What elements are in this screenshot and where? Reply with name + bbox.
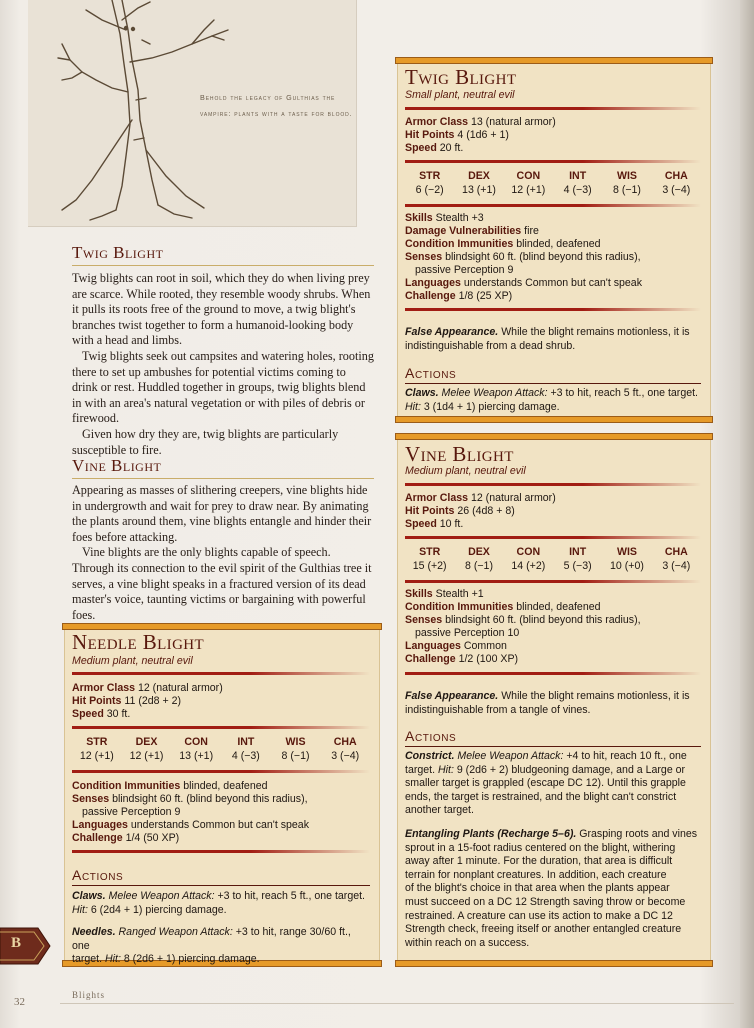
stat-label: Condition Immunities xyxy=(405,238,514,250)
actions-rule xyxy=(405,383,701,384)
stat-label: Languages xyxy=(405,640,461,652)
tapered-rule xyxy=(72,672,370,675)
stat-value: blindsight 60 ft. (blind beyond this radius), xyxy=(445,614,641,626)
skills xyxy=(405,588,484,601)
action-text: ends, the target is restrained, and the blight can't constrict xyxy=(405,790,677,803)
action-name: Entangling Plants (Recharge 5–6). xyxy=(405,828,577,840)
stat-value: 30 ft. xyxy=(106,708,131,720)
action-text: sprout in a 15-foot radius centered on the blight, withering xyxy=(405,841,676,854)
stat-block-top-bar xyxy=(395,433,713,440)
stat-value: 20 ft. xyxy=(439,142,464,154)
tapered-rule xyxy=(72,726,370,729)
trait-text: indistinguishable from a dead shrub. xyxy=(405,339,576,352)
stat-label: Challenge xyxy=(72,832,123,844)
armor-class xyxy=(405,116,556,129)
stat-block-bottom-bar xyxy=(395,960,713,967)
hit-points xyxy=(405,129,509,142)
stat-value: 26 (4d8 + 8) xyxy=(457,505,515,517)
ability-score: 13 (+1) xyxy=(462,184,496,196)
condition-immunities xyxy=(405,238,601,251)
action-text: +3 to hit, reach 5 ft., one target. xyxy=(550,387,698,399)
ability-score: 3 (−4) xyxy=(331,750,360,762)
ability-header: CHA xyxy=(664,546,688,558)
ability-score: 5 (−3) xyxy=(563,560,592,572)
section-title-twig-blight: Twig Blight xyxy=(72,243,164,262)
stat-value: fire xyxy=(524,225,539,237)
stat-value: blindsight 60 ft. (blind beyond this radius), xyxy=(445,251,641,263)
action-name: Claws. xyxy=(72,890,106,902)
page-number: 32 xyxy=(14,996,25,1008)
creature-name: Vine Blight xyxy=(405,442,514,466)
lore-paragraph: Given how dry they are, twig blights are particularly susceptible to fire. xyxy=(72,426,339,457)
stat-label: Languages xyxy=(72,819,128,831)
stat-label: Skills xyxy=(405,588,433,600)
ability-score: 15 (+2) xyxy=(412,560,447,572)
stat-label: Damage Vulnerabilities xyxy=(405,225,522,237)
ability-headers xyxy=(72,736,370,748)
section-rule xyxy=(72,265,374,266)
ability-score: 3 (−4) xyxy=(662,184,691,196)
senses-continued: passive Perception 9 xyxy=(82,806,181,818)
trait-text: While the blight remains motionless, it is xyxy=(501,326,690,338)
ability-header: DEX xyxy=(135,736,158,748)
ability-header: WIS xyxy=(616,170,637,182)
actions-rule xyxy=(405,746,701,747)
stat-value: blinded, deafened xyxy=(183,780,268,792)
stat-label: Challenge xyxy=(405,653,456,665)
action-constrict xyxy=(405,750,699,818)
action-text: of the blight's choice in that area when the plants appear xyxy=(405,882,670,895)
needle-blight-stat-block xyxy=(64,626,380,964)
creature-type: Medium plant, neutral evil xyxy=(405,465,526,477)
ability-score: 14 (+2) xyxy=(511,560,546,572)
creature-type: Small plant, neutral evil xyxy=(405,89,515,101)
attack-type: Melee Weapon Attack: xyxy=(108,890,215,902)
lore-paragraph: Appearing as masses of slithering creepers, vine blights hide in undergrowth and wait for prey to draw near. By animating the plants around them, vine blights entangle and hinder their foes before attacking. xyxy=(72,483,372,544)
stat-value: 13 (natural armor) xyxy=(470,116,556,128)
languages xyxy=(72,819,309,832)
action-needles xyxy=(72,926,368,967)
hit-label: Hit: xyxy=(105,953,121,966)
lore-paragraph: Twig blights seek out campsites and watering holes, rooting there to set up ambushes for potential victims coming to drink or rest. Huddled together in groups, twig blights blend in with an area's natural vegetation or with piles of debris or firewood. xyxy=(72,348,374,426)
footer-chapter-title: Blights xyxy=(72,990,106,1000)
stat-value: Stealth +3 xyxy=(435,212,484,224)
ability-score: 10 (+0) xyxy=(610,560,644,572)
tapered-rule xyxy=(405,536,701,539)
hit-points xyxy=(405,505,515,518)
stat-label: Senses xyxy=(405,614,443,626)
ability-header: WIS xyxy=(616,546,637,558)
trait-name: False Appearance. xyxy=(405,690,499,702)
senses xyxy=(72,793,308,806)
ability-header: CON xyxy=(516,546,541,558)
action-name: Claws. xyxy=(405,387,439,399)
section-title-vine-blight: Vine Blight xyxy=(72,456,162,475)
condition-immunities xyxy=(405,601,601,614)
lore-paragraph: Vine blights are the only blights capable of speech. Through its connection to the evil spirit of the Gulthias tree it serves, a vine blight speaks in a fractured version of its dead master's voice, taunting victims or bargaining with powerful foes. xyxy=(72,545,372,622)
stat-label: Armor Class xyxy=(405,116,468,128)
ability-score: 12 (+1) xyxy=(129,750,164,762)
senses-continued: passive Perception 10 xyxy=(415,627,520,639)
actions-rule xyxy=(72,885,370,886)
speed xyxy=(405,142,463,155)
tapered-rule xyxy=(72,770,370,773)
stat-value: 1/2 (100 XP) xyxy=(458,653,519,665)
action-claws xyxy=(405,387,699,414)
ability-scores xyxy=(405,560,701,572)
trait-text: While the blight remains motionless, it is xyxy=(501,690,690,702)
senses-continued: passive Perception 9 xyxy=(415,264,514,276)
ability-header: WIS xyxy=(285,736,306,748)
stat-block-bottom-bar xyxy=(395,416,713,423)
stat-value: understands Common but can't speak xyxy=(463,277,642,289)
ability-header: INT xyxy=(569,546,587,558)
ability-headers xyxy=(405,546,701,558)
action-text: Strength check, freeing itself or another entangled creature xyxy=(405,923,682,936)
action-entangling-plants xyxy=(405,828,699,950)
tapered-rule xyxy=(405,204,701,207)
actions-heading: Actions xyxy=(72,867,124,883)
stat-value: 1/8 (25 XP) xyxy=(458,290,513,302)
action-text: away after 1 minute. For the duration, that area is difficult xyxy=(405,855,673,868)
armor-class xyxy=(405,492,556,505)
action-text: smaller target is grappled (escape DC 12). Until this grapple xyxy=(405,777,686,790)
stat-label: Condition Immunities xyxy=(405,601,514,613)
stat-value: blinded, deafened xyxy=(516,238,601,250)
ability-score: 3 (−4) xyxy=(662,560,691,572)
stat-label: Hit Points xyxy=(405,129,455,141)
stat-label: Armor Class xyxy=(72,682,135,694)
stat-value: 1/4 (50 XP) xyxy=(125,832,180,844)
action-damage: 6 (2d4 + 1) piercing damage. xyxy=(90,903,227,916)
chapter-tab-letter: B xyxy=(11,935,22,951)
stat-value: 12 (natural armor) xyxy=(470,492,556,504)
twig-blight-illustration xyxy=(28,0,357,227)
stat-value: 10 ft. xyxy=(439,518,464,530)
action-text: +4 to hit, reach 10 ft., one xyxy=(566,750,687,762)
stat-label: Armor Class xyxy=(405,492,468,504)
trait-false-appearance xyxy=(405,326,699,353)
ability-header: CHA xyxy=(333,736,357,748)
stat-label: Senses xyxy=(72,793,110,805)
stat-block-top-bar xyxy=(62,623,382,630)
action-text: target. xyxy=(72,953,103,966)
skills xyxy=(405,212,484,225)
challenge xyxy=(405,653,518,666)
ability-score: 4 (−3) xyxy=(231,750,260,762)
action-name: Needles. xyxy=(72,926,116,938)
trait-name: False Appearance. xyxy=(405,326,499,338)
ability-header: INT xyxy=(237,736,255,748)
footer-rule xyxy=(60,1003,734,1004)
ability-header: STR xyxy=(419,170,441,182)
action-text: terrain for nonplant creatures. In addition, each creature xyxy=(405,868,667,881)
stat-label: Skills xyxy=(405,212,433,224)
ability-scores xyxy=(72,750,370,762)
attack-type: Melee Weapon Attack: xyxy=(441,387,548,399)
attack-type: Ranged Weapon Attack: xyxy=(118,926,233,938)
ability-score: 8 (−1) xyxy=(281,750,310,762)
action-text: must succeed on a DC 12 Strength saving throw or become xyxy=(405,895,686,908)
creature-name: Twig Blight xyxy=(405,65,517,89)
stat-label: Challenge xyxy=(405,290,456,302)
tapered-rule xyxy=(405,672,701,675)
action-text: +3 to hit, reach 5 ft., one target. xyxy=(217,890,365,902)
action-claws xyxy=(72,890,368,917)
trait-text: indistinguishable from a tangle of vines. xyxy=(405,703,591,716)
condition-immunities xyxy=(72,780,268,793)
languages xyxy=(405,277,642,290)
tapered-rule xyxy=(405,483,701,486)
ability-headers xyxy=(405,170,701,182)
ability-header: CHA xyxy=(664,170,688,182)
ability-header: DEX xyxy=(468,546,490,558)
stat-value: blindsight 60 ft. (blind beyond this radius), xyxy=(112,793,308,805)
speed xyxy=(405,518,463,531)
twig-blight-stat-block xyxy=(397,60,711,420)
actions-heading: Actions xyxy=(405,365,457,381)
tapered-rule xyxy=(405,160,701,163)
action-text: within reach on a success. xyxy=(405,936,530,949)
creature-name: Needle Blight xyxy=(72,630,205,654)
ability-score: 4 (−3) xyxy=(563,184,592,196)
senses xyxy=(405,614,641,627)
stat-label: Speed xyxy=(72,708,104,720)
stat-value: understands Common but can't speak xyxy=(130,819,309,831)
languages xyxy=(405,640,507,653)
ability-score: 8 (−1) xyxy=(612,184,641,196)
actions-heading: Actions xyxy=(405,728,457,744)
tapered-rule xyxy=(405,107,701,110)
ability-header: INT xyxy=(569,170,587,182)
action-text: another target. xyxy=(405,804,474,817)
action-text: +3 to hit, range 30/60 ft., one xyxy=(72,926,351,952)
ability-score: 6 (−2) xyxy=(415,184,444,196)
action-damage: 3 (1d4 + 1) piercing damage. xyxy=(423,400,560,413)
stat-value: 11 (2d8 + 2) xyxy=(124,695,182,707)
stat-value: blinded, deafened xyxy=(516,601,601,613)
action-text: Grasping roots and vines xyxy=(579,828,698,840)
ability-header: CON xyxy=(184,736,208,748)
action-text: restrained. A creature can use its action to make a DC 12 xyxy=(405,909,673,922)
lore-paragraph: Twig blights can root in soil, which they do when living prey are scarce. While rooted, they resemble woody shrubs. When it pulls its roots free of the ground to move, a twig blight's branches twist together to form a humanoid-looking body with a head and limbs. xyxy=(72,271,371,348)
ability-header: CON xyxy=(516,170,541,182)
stat-label: Speed xyxy=(405,142,437,154)
stat-block-top-bar xyxy=(395,57,713,64)
action-text: 9 (2d6 + 2) bludgeoning damage, and a Large or xyxy=(456,763,686,776)
vine-blight-lore xyxy=(72,483,374,623)
action-damage: 8 (2d6 + 1) piercing damage. xyxy=(123,953,260,966)
trait-false-appearance xyxy=(405,690,699,717)
tapered-rule xyxy=(405,308,701,311)
speed xyxy=(72,708,130,721)
vine-blight-stat-block xyxy=(397,436,711,964)
ability-score: 12 (+1) xyxy=(79,750,114,762)
illustration-caption: Behold the legacy of Gulthias the vampire: plants with a taste for blood. xyxy=(200,93,353,118)
stat-value: Common xyxy=(463,640,507,652)
ability-score: 13 (+1) xyxy=(179,750,214,762)
stat-value: 12 (natural armor) xyxy=(137,682,223,694)
chapter-tab-icon xyxy=(0,926,52,966)
twig-blight-lore xyxy=(72,271,374,458)
page-edge xyxy=(740,0,754,1028)
action-name: Constrict. xyxy=(405,750,455,762)
ability-score: 12 (+1) xyxy=(511,184,546,196)
section-rule xyxy=(72,478,374,479)
action-text: target. xyxy=(405,763,436,776)
armor-class xyxy=(72,682,223,695)
stat-value: Stealth +1 xyxy=(435,588,484,600)
attack-type: Melee Weapon Attack: xyxy=(457,750,564,762)
challenge xyxy=(72,832,179,845)
creature-type: Medium plant, neutral evil xyxy=(72,655,193,667)
stat-label: Hit Points xyxy=(72,695,122,707)
hit-label: Hit: xyxy=(438,763,454,776)
tapered-rule xyxy=(72,850,370,853)
damage-vulnerabilities xyxy=(405,225,539,238)
ability-header: DEX xyxy=(468,170,490,182)
stat-label: Condition Immunities xyxy=(72,780,181,792)
stat-label: Hit Points xyxy=(405,505,455,517)
senses xyxy=(405,251,641,264)
stat-label: Languages xyxy=(405,277,461,289)
ability-header: STR xyxy=(419,546,441,558)
ability-header: STR xyxy=(86,736,108,748)
hit-label: Hit: xyxy=(72,903,88,916)
stat-value: 4 (1d6 + 1) xyxy=(457,129,509,141)
ability-score: 8 (−1) xyxy=(465,560,493,572)
hit-points xyxy=(72,695,181,708)
ability-scores xyxy=(405,184,701,196)
tapered-rule xyxy=(405,580,701,583)
stat-label: Speed xyxy=(405,518,437,530)
challenge xyxy=(405,290,512,303)
stat-label: Senses xyxy=(405,251,443,263)
hit-label: Hit: xyxy=(405,400,421,413)
